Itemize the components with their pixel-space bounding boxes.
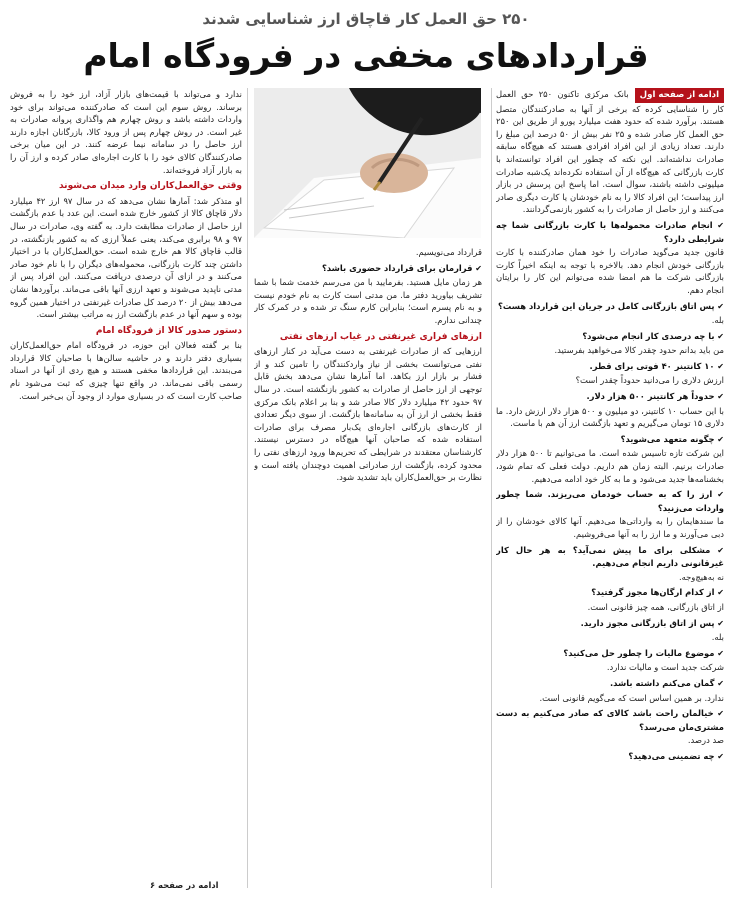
mid-answer: هر زمان مایل هستید. بفرمایید با من می‌رسم خدمت شما با شما تشریف بیاورید دفتر ما. من مدتی است کارت به نام خودم نیست و به نام پسرم است؛ بنابراین کارم سنگ تر شده و در کمرک کار چندانی ندارم.: [254, 277, 482, 325]
interview-question: ✔ چگونه متعهد می‌شوید؟: [496, 433, 724, 447]
interview-question: ✔ مشکلی برای ما پیش نمی‌آید؟ به هر حال کار غیرقانونی داریم انجام می‌دهیم.: [496, 544, 724, 570]
interview-answer: این شرکت تازه تاسیس شده است. ما می‌توانیم تا ۵۰۰ هزار دلار صادرات برنیم. البته زمان هم داریم. دولت فعلی که تمام شود، بخشنامه‌ها جدید می‌شود و ما به کار خود ادامه می‌دهیم.: [496, 448, 724, 484]
column-divider: [247, 88, 248, 888]
left-body-1: ندارد و می‌تواند با قیمت‌های بازار آزاد، ارز خود را به فروش برساند. روش سوم این است که صادرکننده می‌تواند برای خود واردات داشته باشد و روش چهارم هم واگذاری پروانه صادرات به غیر است. در روش چهارم پس از ورود کالا، بازرگانان اجازه دارند ارز حاصل را در سامانه نیما عرضه کنند. در این میان برخی صادرکنندگان کالای خود را با کارت اجاره‌ای صادر کرده و ارز آن را به بازار آزاد فروخته‌اند.: [10, 89, 242, 175]
continued-from-tag: ادامه از صفحه اول: [635, 88, 724, 103]
interview-answer: نه به‌هیچ‌وجه.: [678, 571, 724, 582]
left-body-2: او متذکر شد: آمارها نشان می‌دهد که در سال ۹۷ ارز ۴۲ میلیارد دلار قاچاق کالا از کشور خارج شده است. این عدد با عدم بازگشت ارز حاصل از صادرات مطابقت دارد. به گفته وی، صادرات در سال ۹۷ و ۹۸ برابری می‌کند، یعنی عملاً ارزی که به کشور بازنگشته، در قالب قاچاق کالا هم خارج شده است. حق‌العمل‌کاران با در اختیار داشتن چند کارت بازرگانی، محموله‌های دیگران را با نام خود صادر می‌کنند و در ازای آن درصدی دریافت می‌کنند. این افراد پس از مدتی ناپدید می‌شوند و تعهد ارزی آنها باقی می‌ماند. برآوردها نشان می‌دهد بیش از ۲۰ درصد کل صادرات غیرنفتی در اختیار همین گروه بوده و سهم آنها در عدم بازگشت ارز به مراتب بیشتر است.: [10, 195, 242, 320]
column-right: [496, 88, 724, 886]
interview-answer: بله.: [711, 315, 724, 326]
headline: قراردادهای مخفی در فرودگاه امام: [83, 36, 649, 75]
interview-answer: شرکت جدید است و مالیات ندارد.: [606, 662, 724, 673]
interview-question: ✔ چه تضمینی می‌دهید؟: [496, 750, 724, 764]
interview-answer: صد درصد.: [687, 735, 724, 746]
mid-body: ارزهایی که از صادرات غیرنفتی به دست می‌آید در کنار ارزهای نفتی می‌توانست بخشی از نیاز واردکنندگان را تامین کند و از فشار بر بازار ارز بکاهد. اما آمارها نشان می‌دهد بخش قابل توجهی از ارز حاصل از صادرات به کشور بازنگشته است. در سال ۹۷ حدود ۴۲ میلیارد دلار کالا صادر شد و بنا بر اعلام بانک مرکزی فقط بخشی از ارز آن به سامانه‌ها بازگشت. از سوی دیگر تعدادی از کارت‌های بازرگانی اجاره‌ای یک‌بار مصرف برای صادرات استفاده شده که صاحبان آنها هیچ‌گاه در دسترس نیستند. کارشناسان معتقدند در شرایطی که تحریم‌ها ورود ارزهای نفتی را محدود کرده، بازگشت ارز صادراتی اهمیت دوچندان یافته است و نظارت بر حق‌العمل‌کاران باید تشدید شود.: [254, 346, 482, 483]
section-subhead: دستور صدور کالا از فرودگاه امام: [95, 325, 242, 336]
left-body-3: بنا بر گفته فعالان این حوزه، در فرودگاه امام حق‌العمل‌کاران بسیاری دفتر دارند و در حاشیه سالن‌ها با صاحبان کالا قرارداد می‌بندند. این قراردادها مخفی هستند و هیچ ردی از آنها در اسناد رسمی باقی نمی‌ماند. در واقع تنها چیزی که ثبت می‌شود نام صاحب کارت است که در بسیاری موارد از وجود آن بی‌خبر است.: [10, 340, 242, 401]
interview-question: ✔ موضوع مالیات را چطور حل می‌کنید؟: [496, 647, 724, 661]
interview-answer: ندارد. بر همین اساس است که می‌گویم قانونی است.: [539, 692, 724, 703]
column-middle: [254, 88, 482, 886]
continued-on-label: ادامه در صفحه ۶: [150, 880, 219, 890]
interview-question: ✔ ارز را که به حساب خودمان می‌ریزند. شما چطور واردات می‌زنید؟: [496, 488, 724, 514]
section-subhead: ارزهای فراری غیرنفتی در غیاب ارزهای نفتی: [279, 331, 482, 342]
intro-paragraph: [496, 88, 724, 216]
column-divider: [491, 88, 492, 888]
qa-list: [496, 219, 724, 764]
mid-intro: قرارداد می‌نویسیم.: [415, 247, 482, 257]
interview-answer: از اتاق بازرگانی، همه چیز قانونی است.: [587, 601, 724, 612]
mid-question: ✔ قرارمان برای قرارداد حضوری باشد؟: [254, 262, 482, 276]
interview-question: ✔ ۱۰ کانتینر ۴۰ فوتی برای قطر.: [496, 360, 724, 374]
column-left: [10, 88, 242, 886]
intro-text: بانک مرکزی تاکنون ۲۵۰ حق العمل کار را شناسایی کرده که برخی از آنها به صادرکنندگان متصل هستند. برآورد شده که حدود هفت میلیارد یورو از طریق این ۲۵۰ حق العمل کار صادر شده و ۲۵ نفر بیش از ۵۰ درصد این مبلغ را دارند. تعداد زیادی از این افراد افرادی هستند که هیچ‌گاه سابقه صادرات نداشته‌اند. این نکته که چطور این افراد توانسته‌اند با کارت بازرگانی که هیچ‌گاه از آن استفاده نکرده‌اند یک‌شبه صادرات میلیونی داشته باشند، سوال است. اما پاسخ این پرسش در بازار ارز پیداست؛ این افراد کالا را به نام خودشان یا کارت دیگری صادر می‌کنند و ارز حاصل از صادرات را به کشور بازنمی‌گردانند.: [496, 89, 724, 215]
kicker: ۲۵۰ حق العمل کار قاچاق ارز شناسایی شدند: [202, 10, 530, 28]
interview-answer: من باید بدانم حدود چقدر کالا می‌خواهید بفرستید.: [554, 345, 724, 356]
interview-answer: قانون جدید می‌گوید صادرات را خود همان صادرکننده با کارت بازرگانی خودش انجام دهد. بالاخره با توجه به اینکه اخیراً کارت بازرگانی شرکت ما هم امضا شده می‌توانم این کار را برایتان انجام دهم.: [496, 247, 724, 295]
interview-question: ✔ پس اتاق بازرگانی کامل در جریان این قرارداد هست؟: [496, 300, 724, 314]
interview-answer: بله.: [711, 632, 724, 643]
interview-question: ✔ حدوداً هر کانتینر ۵۰۰ هزار دلار.: [496, 390, 724, 404]
interview-question: ✔ با چه درصدی کار انجام می‌شود؟: [496, 330, 724, 344]
interview-answer: با این حساب ۱۰ کانتینر، دو میلیون و ۵۰۰ هزار دلار ارزش دارد. ما دلاری ۱۵ تومان می‌گیریم و تعهد بازگشت ارز آن هم با ماست.: [496, 405, 724, 429]
interview-question: ✔ خیالمان راحت باشد کالای که صادر می‌کنیم به دست مشتری‌مان می‌رسد؟: [496, 707, 724, 733]
interview-answer: ما سندهایمان را به وارداتی‌ها می‌دهیم. آنها کالای خودشان را از دبی می‌آورند و ما ارز را به آنها می‌فروشیم.: [496, 516, 724, 539]
interview-answer: ارزش دلاری را می‌دانید حدوداً چقدر است؟: [575, 375, 724, 386]
interview-question: ✔ از کدام ارگان‌ها مجوز گرفتید؟: [496, 586, 724, 600]
interview-question: ✔ پس از اتاق بازرگانی مجوز دارید.: [496, 617, 724, 631]
section-subhead: وقتی حق‌العمل‌کاران وارد میدان می‌شوند: [58, 181, 242, 192]
interview-question: ✔ گمان می‌کنم داشته باشد.: [496, 677, 724, 691]
interview-question: ✔ انجام صادرات محموله‌ها با کارت بازرگانی شما چه شرایطی دارد؟: [496, 219, 724, 245]
